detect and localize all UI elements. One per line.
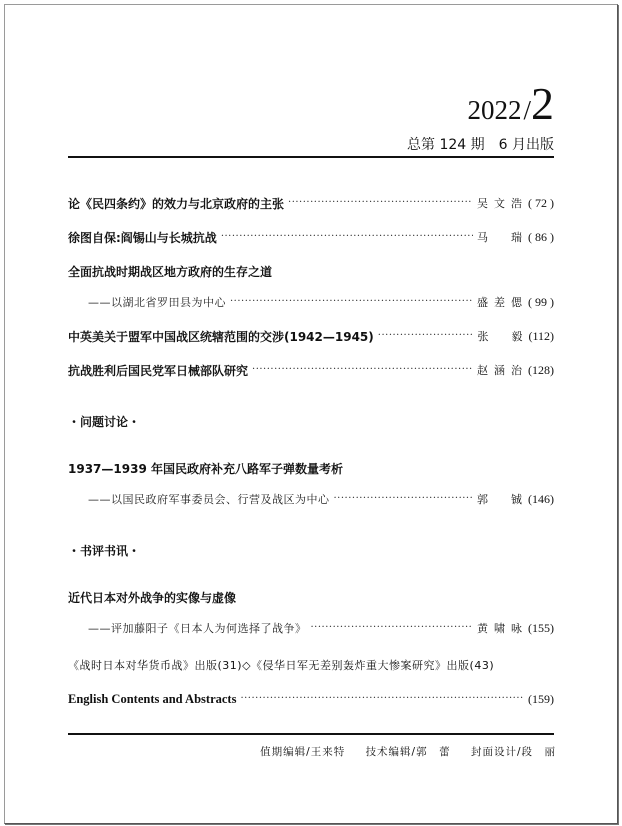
entry-author: 张 毅 xyxy=(477,330,529,343)
toc-entry xyxy=(68,618,554,638)
entry-title: 徐图自保:阎锡山与长城抗战 xyxy=(68,230,217,245)
entry-page: (159) xyxy=(528,691,554,706)
credit-editor: 值期编辑/王来特 xyxy=(260,746,346,758)
entry-title: 抗战胜利后国民党军日械部队研究 xyxy=(68,363,249,378)
toc-entry xyxy=(68,360,554,380)
issue-num: 2 xyxy=(531,78,554,129)
issue-slash: / xyxy=(523,95,531,125)
leader-dots xyxy=(221,230,473,244)
entry-author: 吴文浩 xyxy=(477,197,528,210)
entry-subtitle: ——以湖北省罗田县为中心 xyxy=(88,296,226,309)
footer-rule xyxy=(68,733,554,735)
entry-title: 中英美关于盟军中国战区统辖范围的交涉(1942—1945) xyxy=(68,329,374,344)
entry-page: (112) xyxy=(528,328,554,343)
leader-dots xyxy=(311,621,474,635)
entry-title: 1937—1939 年国民政府补充八路军子弹数量考析 xyxy=(68,461,343,476)
toc-entry-title-line xyxy=(68,458,554,478)
entry-author: 郭 铖 xyxy=(477,493,528,506)
entry-page: ( 86 ) xyxy=(528,229,554,244)
entry-title: 全面抗战时期战区地方政府的生存之道 xyxy=(68,264,273,279)
leader-dots xyxy=(230,295,473,309)
entry-title: 论《民四条约》的效力与北京政府的主张 xyxy=(68,196,285,211)
issue-number xyxy=(467,78,554,129)
entry-author: 马 瑞 xyxy=(477,231,528,244)
entry-page: (128) xyxy=(528,362,554,377)
entry-page: (146) xyxy=(528,491,554,506)
toc-entry xyxy=(68,227,554,247)
section-heading-discussion: ・问题讨论・ xyxy=(68,415,141,429)
entry-title: 近代日本对外战争的实像与虚像 xyxy=(68,590,237,605)
section-heading-review: ・书评书讯・ xyxy=(68,544,141,558)
entry-page: (155) xyxy=(528,620,554,635)
toc-entry-title-line xyxy=(68,587,554,607)
entry-subtitle: ——以国民政府军事委员会、行营及战区为中心 xyxy=(88,493,330,506)
toc-entry-title-line xyxy=(68,261,554,281)
entry-title: English Contents and Abstracts xyxy=(68,691,237,706)
leader-dots xyxy=(288,196,473,210)
toc-entry xyxy=(68,193,554,213)
entry-author: 赵涵治 xyxy=(477,364,528,377)
leader-dots xyxy=(334,492,474,506)
entry-author: 黄啸咏 xyxy=(477,622,528,635)
entry-page: ( 99 ) xyxy=(528,294,554,309)
publication-notice: 《战时日本对华货币战》出版(31)◇《侵华日军无差别轰炸重大惨案研究》出版(43) xyxy=(68,659,495,672)
header-rule xyxy=(68,156,554,158)
entry-subtitle: ——评加藤阳子《日本人为何选择了战争》 xyxy=(88,622,307,635)
toc-entry-english xyxy=(68,689,554,709)
entry-page: ( 72 ) xyxy=(528,195,554,210)
toc-entry xyxy=(68,292,554,312)
entry-author: 盛差偲 xyxy=(477,296,528,309)
issue-subtitle: 总第 124 期 6 月出版 xyxy=(407,137,554,153)
toc-entry xyxy=(68,326,554,346)
credit-tech: 技术编辑/郭 蕾 xyxy=(365,746,451,758)
credit-design: 封面设计/段 丽 xyxy=(470,746,556,758)
leader-dots xyxy=(378,329,474,343)
leader-dots xyxy=(240,692,524,706)
leader-dots xyxy=(252,363,473,377)
toc-entry xyxy=(68,489,554,509)
credits xyxy=(244,744,556,759)
issue-year: 2022 xyxy=(467,95,522,125)
